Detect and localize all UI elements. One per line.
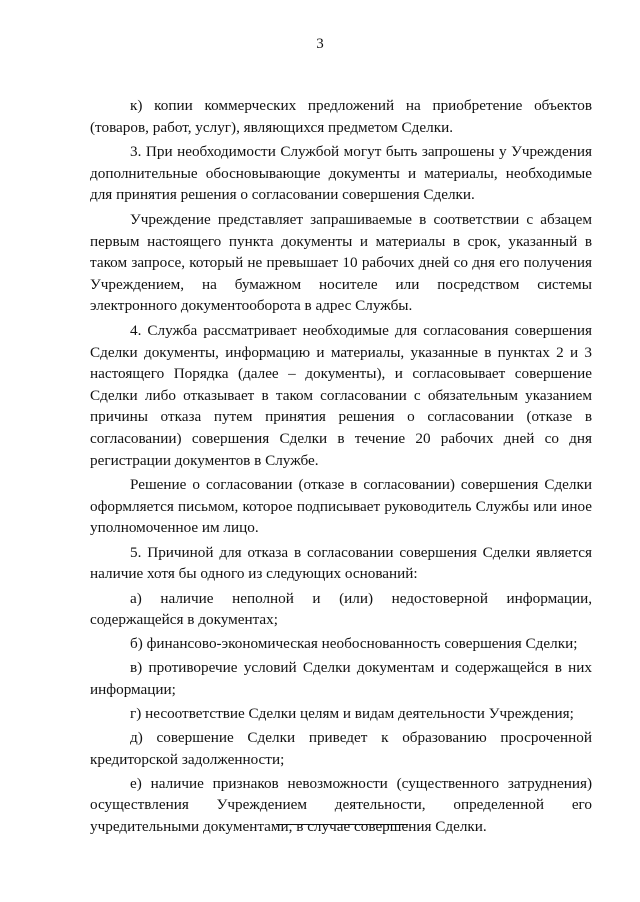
- list-item-b: б) финансово-экономическая необоснованность совершения Сделки;: [130, 635, 578, 653]
- paragraph-clause-4: 4. Служба рассматривает необходимые для согласования совершения Сделки документы, информацию и материалы, указанные в пунктах 2 и 3 настоящего Порядка (далее – документы), и согласовывает совершение Сделки либо отказывает в таком согласовании с обязательным указанием причины отказа путем принятия решения о согласовании (отказе в согласовании) совершения Сделки в течение 20 рабочих дней со дня регистрации документов в Службе.: [90, 321, 592, 469]
- list-item-v: в) противоречие условий Сделки документам и содержащейся в них информации;: [90, 659, 592, 698]
- page-number: 3: [316, 36, 324, 52]
- list-item-d: д) совершение Сделки приведет к образованию просроченной кредиторской задолженности;: [90, 729, 592, 768]
- paragraph-item-k: к) копии коммерческих предложений на приобретение объектов (товаров, работ, услуг), являющихся предметом Сделки.: [90, 97, 592, 136]
- paragraph-clause-4-decision: Решение о согласовании (отказе в согласовании) совершения Сделки оформляется письмом, которое подписывает руководитель Службы или иное уполномоченное им лицо.: [90, 476, 592, 537]
- paragraph-clause-3: 3. При необходимости Службой могут быть запрошены у Учреждения дополнительные обосновывающие документы и материалы, необходимые для принятия решения о согласовании совершения Сделки.: [90, 143, 592, 204]
- list-item-g: г) несоответствие Сделки целям и видам деятельности Учреждения;: [130, 705, 574, 723]
- paragraph-clause-3-submission: Учреждение представляет запрашиваемые в соответствии с абзацем первым настоящего пункта документы и материалы в срок, указанный в таком запросе, который не превышает 10 рабочих дней со дня его получения Учреждением, на бумажном носителе или посредством системы электронного документооборота в адрес Службы.: [90, 210, 592, 315]
- paragraph-clause-5: 5. Причиной для отказа в согласовании совершения Сделки является наличие хотя бы одного из следующих оснований:: [90, 543, 592, 583]
- list-item-a: а) наличие неполной и (или) недостоверной информации, содержащейся в документах;: [90, 589, 592, 629]
- closing-separator-line: [276, 824, 408, 825]
- document-body: [90, 95, 592, 838]
- list-item-e: е) наличие признаков невозможности (существенного затруднения) осуществления Учреждением деятельности, определенной его учредительными документами, в случае совершения Сделки.: [90, 774, 592, 835]
